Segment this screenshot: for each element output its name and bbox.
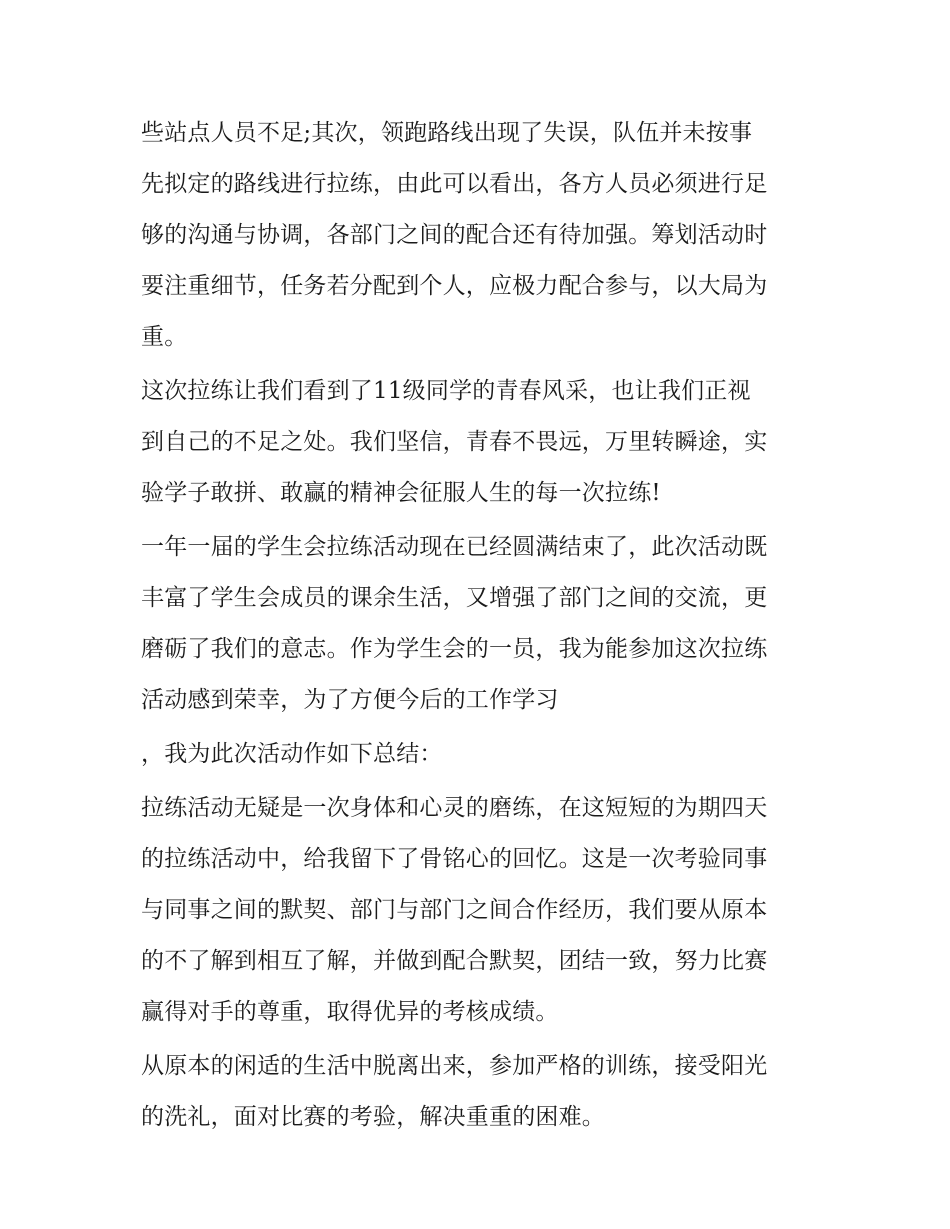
text-line: 从原本的闲适的生活中脱离出来，参加严格的训练，接受阳光: [141, 1053, 768, 1079]
document-body: [141, 108, 831, 1143]
text-line: 磨砺了我们的意志。作为学生会的一员，我为能参加这次拉练: [141, 636, 768, 662]
text-line: 一年一届的学生会拉练活动现在已经圆满结束了，此次活动既: [141, 534, 768, 560]
paragraph: [141, 522, 831, 726]
paragraph: [141, 108, 831, 363]
paragraph: [141, 783, 831, 1038]
text-line: 拉练活动无疑是一次身体和心灵的磨练，在这短短的为期四天: [141, 795, 768, 821]
text-line: 验学子敢拼、敢赢的精神会征服人生的每一次拉练!: [141, 480, 661, 506]
text-line: 与同事之间的默契、部门与部门之间合作经历，我们要从原本: [141, 897, 768, 923]
text-line: 先拟定的路线进行拉练，由此可以看出，各方人员必须进行足: [141, 171, 768, 197]
text-line: 活动感到荣幸，为了方便今后的工作学习: [141, 687, 559, 713]
text-line: 够的沟通与协调，各部门之间的配合还有待加强。筹划活动时: [141, 222, 768, 248]
text-line: 的洗礼，面对比赛的考验，解决重重的困难。: [141, 1104, 605, 1130]
text-line: 的不了解到相互了解，并做到配合默契，团结一致，努力比赛: [141, 948, 768, 974]
paragraph: [141, 366, 831, 519]
text-line: 赢得对手的尊重，取得优异的考核成绩。: [141, 999, 559, 1025]
text-line: 些站点人员不足;其次，领跑路线出现了失误，队伍并未按事: [141, 120, 753, 146]
paragraph: [141, 1041, 831, 1143]
paragraph: [141, 729, 831, 780]
text-line: 的拉练活动中，给我留下了骨铭心的回忆。这是一次考验同事: [141, 846, 768, 872]
text-line: ，我为此次活动作如下总结：: [141, 741, 443, 767]
text-line: 重。: [141, 324, 188, 350]
text-line: 丰富了学生会成员的课余生活，又增强了部门之间的交流，更: [141, 585, 768, 611]
text-line: 这次拉练让我们看到了11级同学的青春风采，也让我们正视: [141, 378, 751, 404]
text-line: 到自己的不足之处。我们坚信，青春不畏远，万里转瞬途，实: [141, 429, 768, 455]
text-line: 要注重细节，任务若分配到个人，应极力配合参与，以大局为: [141, 273, 768, 299]
